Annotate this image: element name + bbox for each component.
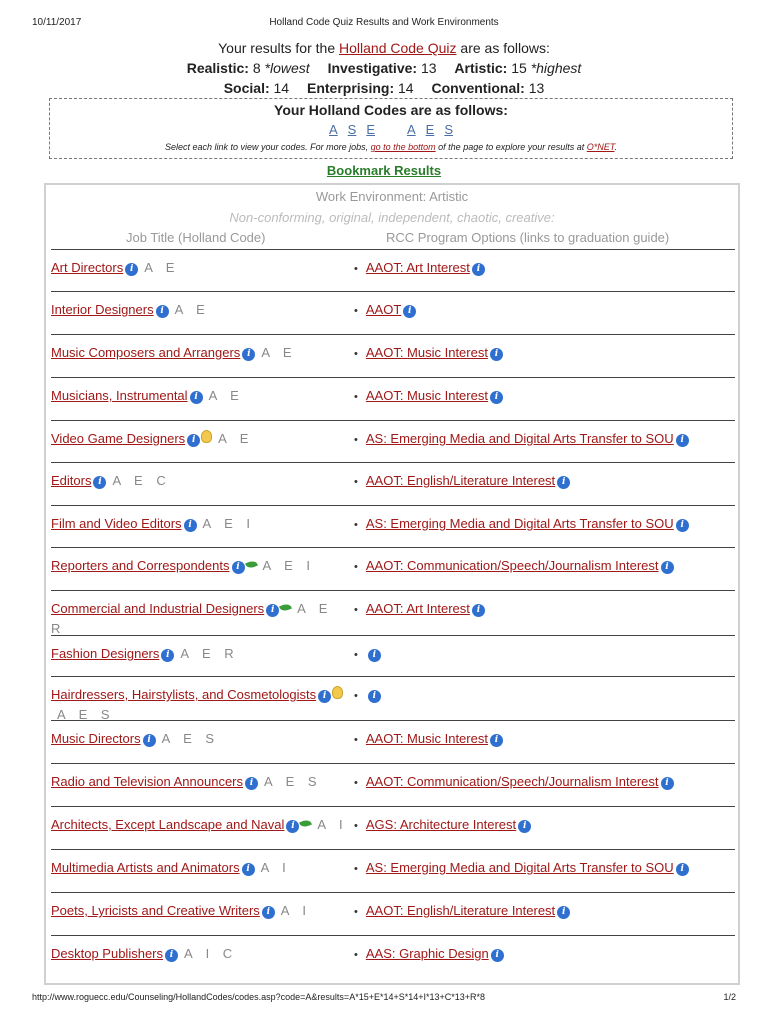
bullet-icon: • xyxy=(354,348,358,360)
table-row xyxy=(51,547,735,590)
onet-link[interactable]: O*NET xyxy=(586,142,615,152)
table-row xyxy=(51,249,735,291)
job-title-link[interactable]: Video Game Designers xyxy=(51,431,186,446)
environment-description: Non-conforming, original, independent, chaotic, creative: xyxy=(229,210,555,225)
info-icon[interactable]: i xyxy=(472,263,485,276)
info-icon[interactable]: i xyxy=(676,863,689,876)
program-link[interactable]: AAOT: Communication/Speech/Journalism Interest xyxy=(365,558,659,573)
table-row xyxy=(51,720,735,763)
code-link[interactable]: S xyxy=(444,122,454,137)
summary-intro: Your results for the Holland Code Quiz are as follows: xyxy=(218,40,550,56)
program-cell xyxy=(354,514,734,535)
job-cell xyxy=(51,514,351,534)
green-economy-icon xyxy=(299,818,312,829)
holland-code-letters: A E xyxy=(174,302,210,317)
program-cell xyxy=(354,429,734,450)
print-title: Holland Code Quiz Results and Work Environments xyxy=(269,17,499,28)
job-cell xyxy=(51,772,351,792)
bullet-icon: • xyxy=(354,734,358,746)
codes-links xyxy=(50,121,732,139)
holland-codes-box xyxy=(49,98,733,159)
bullet-icon: • xyxy=(354,305,358,317)
job-title-link[interactable]: Hairdressers, Hairstylists, and Cosmetologists xyxy=(51,687,317,702)
holland-code-letters: A E S xyxy=(57,707,115,722)
job-cell xyxy=(51,471,351,491)
go-to-bottom-link[interactable]: go to the bottom xyxy=(370,142,436,152)
job-title-link[interactable]: Musicians, Instrumental xyxy=(51,388,188,403)
holland-code-letters: A E xyxy=(261,345,297,360)
job-title-link[interactable]: Film and Video Editors xyxy=(51,516,182,531)
info-icon[interactable]: i xyxy=(245,777,258,790)
program-link[interactable]: AS: Emerging Media and Digital Arts Transfer to SOU xyxy=(365,516,674,531)
info-icon[interactable]: i xyxy=(368,649,381,662)
bullet-icon: • xyxy=(354,690,358,702)
table-row xyxy=(51,676,735,720)
job-title-link[interactable]: Reporters and Correspondents xyxy=(51,558,230,573)
job-cell xyxy=(51,858,351,878)
code-link[interactable]: S xyxy=(347,122,357,137)
table-row xyxy=(51,462,735,505)
program-cell xyxy=(354,685,734,706)
holland-code-letters: A E R xyxy=(180,646,239,661)
job-cell xyxy=(51,429,351,449)
program-cell xyxy=(354,901,734,922)
info-icon[interactable]: i xyxy=(490,734,503,747)
table-row xyxy=(51,590,735,635)
info-icon[interactable]: i xyxy=(403,305,416,318)
info-icon[interactable]: i xyxy=(187,434,200,447)
bullet-icon: • xyxy=(354,649,358,661)
info-icon[interactable]: i xyxy=(557,476,570,489)
program-link[interactable]: AAOT: Art Interest xyxy=(365,601,470,616)
info-icon[interactable]: i xyxy=(165,949,178,962)
program-link[interactable]: AGS: Architecture Interest xyxy=(365,817,517,832)
info-icon[interactable]: i xyxy=(472,604,485,617)
info-icon[interactable]: i xyxy=(266,604,279,617)
holland-code-letters: A E I xyxy=(262,558,315,573)
info-icon[interactable]: i xyxy=(232,561,245,574)
program-link[interactable]: AAOT: Music Interest xyxy=(365,731,488,746)
print-header xyxy=(0,13,768,27)
job-cell xyxy=(51,599,351,639)
summary-scores-line-2: Social: 14 Enterprising: 14 Conventional: 13 xyxy=(223,80,545,96)
program-link[interactable]: AAOT: Music Interest xyxy=(365,388,488,403)
job-title-link[interactable]: Fashion Designers xyxy=(51,646,160,661)
program-cell xyxy=(354,471,734,492)
info-icon[interactable]: i xyxy=(676,519,689,532)
results-table xyxy=(44,183,740,985)
holland-code-letters: A E xyxy=(218,431,254,446)
table-row xyxy=(51,334,735,377)
program-link[interactable]: AAOT: Art Interest xyxy=(365,260,470,275)
program-cell xyxy=(354,599,734,620)
info-icon[interactable]: i xyxy=(661,561,674,574)
job-title-link[interactable]: Desktop Publishers xyxy=(51,946,163,961)
job-title-link[interactable]: Radio and Television Announcers xyxy=(51,774,244,789)
table-row xyxy=(51,935,735,977)
info-icon[interactable]: i xyxy=(242,348,255,361)
job-title-link[interactable]: Music Composers and Arrangers xyxy=(51,345,241,360)
code-link[interactable]: E xyxy=(425,122,435,137)
table-row xyxy=(51,420,735,462)
program-header: RCC Program Options (links to graduation guide) xyxy=(386,230,670,245)
info-icon[interactable]: i xyxy=(491,949,504,962)
bullet-icon: • xyxy=(354,476,358,488)
info-icon[interactable]: i xyxy=(286,820,299,833)
bullet-icon: • xyxy=(354,604,358,616)
environment-title: Work Environment: Artistic xyxy=(315,189,469,204)
program-link[interactable]: AAOT: Communication/Speech/Journalism Interest xyxy=(365,774,659,789)
results-summary xyxy=(0,38,768,98)
info-icon[interactable]: i xyxy=(125,263,138,276)
table-row xyxy=(51,892,735,935)
info-icon[interactable]: i xyxy=(161,649,174,662)
page-url: http://www.roguecc.edu/Counseling/HollandCodes/codes.asp?code=A&results=A*15+E*14+S*14+I*13+C*13+R*8 xyxy=(32,992,486,1002)
holland-code-letters: A I xyxy=(280,903,311,918)
print-date: 10/11/2017 xyxy=(32,17,82,28)
codes-instruction: Select each link to view your codes. For more jobs, go to the bottom of the page to explore your results at O*NET. xyxy=(165,142,617,152)
bullet-icon: • xyxy=(354,906,358,918)
green-economy-icon xyxy=(279,602,292,613)
holland-code-letters: A E xyxy=(208,388,244,403)
job-cell xyxy=(51,343,351,363)
info-icon[interactable]: i xyxy=(318,690,331,703)
job-title-link[interactable]: Music Directors xyxy=(51,731,141,746)
job-cell xyxy=(51,556,351,576)
job-title-header: Job Title (Holland Code) xyxy=(126,230,266,245)
info-icon[interactable]: i xyxy=(518,820,531,833)
bullet-icon: • xyxy=(354,519,358,531)
info-icon[interactable]: i xyxy=(156,305,169,318)
job-cell xyxy=(51,729,351,749)
program-link[interactable]: AAOT xyxy=(365,302,402,317)
program-link[interactable]: AAS: Graphic Design xyxy=(365,946,489,961)
job-cell xyxy=(51,644,351,664)
info-icon[interactable]: i xyxy=(490,348,503,361)
job-cell xyxy=(51,901,351,921)
holland-code-letters: A E S xyxy=(161,731,220,746)
info-icon[interactable]: i xyxy=(143,734,156,747)
info-icon[interactable]: i xyxy=(242,863,255,876)
info-icon[interactable]: i xyxy=(490,391,503,404)
holland-code-letters: A E R xyxy=(51,601,333,636)
column-headers xyxy=(46,229,738,249)
table-row xyxy=(51,377,735,420)
program-cell xyxy=(354,858,734,879)
info-icon[interactable]: i xyxy=(661,777,674,790)
table-row xyxy=(51,505,735,547)
job-cell xyxy=(51,258,351,278)
job-title-link[interactable]: Commercial and Industrial Designers xyxy=(51,601,265,616)
program-cell xyxy=(354,815,734,836)
job-cell xyxy=(51,386,351,406)
info-icon[interactable]: i xyxy=(184,519,197,532)
summary-scores-line-1: Realistic: 8 *lowest Investigative: 13 Artistic: 15 *highest xyxy=(186,60,582,76)
bullet-icon: • xyxy=(354,434,358,446)
codes-heading: Your Holland Codes are as follows: xyxy=(274,102,508,118)
holland-code-letters: A E xyxy=(144,260,180,275)
code-link[interactable]: A xyxy=(407,122,416,137)
program-cell xyxy=(354,386,734,407)
info-icon[interactable]: i xyxy=(368,690,381,703)
job-cell xyxy=(51,685,351,725)
holland-code-letters: A E S xyxy=(264,774,322,789)
holland-quiz-link[interactable]: Holland Code Quiz xyxy=(339,40,457,56)
bullet-icon: • xyxy=(354,777,358,789)
info-icon[interactable]: i xyxy=(557,906,570,919)
bullet-icon: • xyxy=(354,391,358,403)
program-cell xyxy=(354,343,734,364)
program-cell xyxy=(354,556,734,577)
info-icon[interactable]: i xyxy=(190,391,203,404)
green-economy-icon xyxy=(245,559,258,570)
bookmark-results-link[interactable]: Bookmark Results xyxy=(326,163,442,178)
table-row xyxy=(51,763,735,806)
program-link[interactable]: AAOT: English/Literature Interest xyxy=(365,473,556,488)
table-row xyxy=(51,849,735,892)
bullet-icon: • xyxy=(354,820,358,832)
job-title-link[interactable]: Architects, Except Landscape and Naval xyxy=(51,817,285,832)
holland-code-letters: A E C xyxy=(112,473,171,488)
program-link[interactable]: AAOT: Music Interest xyxy=(365,345,488,360)
bright-outlook-icon xyxy=(201,430,212,443)
holland-code-letters: A E I xyxy=(202,516,256,531)
program-cell xyxy=(354,729,734,750)
program-cell xyxy=(354,644,734,665)
job-cell xyxy=(51,300,351,320)
info-icon[interactable]: i xyxy=(262,906,275,919)
program-link[interactable]: AS: Emerging Media and Digital Arts Transfer to SOU xyxy=(365,431,674,446)
bullet-icon: • xyxy=(354,561,358,573)
program-link[interactable]: AAOT: English/Literature Interest xyxy=(365,903,556,918)
program-cell xyxy=(354,258,734,279)
program-cell xyxy=(354,944,734,965)
job-title-link[interactable]: Interior Designers xyxy=(51,302,154,317)
program-cell xyxy=(354,300,734,321)
job-cell xyxy=(51,815,351,835)
bright-outlook-icon xyxy=(332,686,343,699)
job-title-link[interactable]: Poets, Lyricists and Creative Writers xyxy=(51,903,260,918)
bullet-icon: • xyxy=(354,949,358,961)
holland-code-letters: A I xyxy=(317,817,348,832)
table-row xyxy=(51,291,735,334)
program-cell xyxy=(354,772,734,793)
job-title-link[interactable]: Editors xyxy=(51,473,92,488)
code-link[interactable]: E xyxy=(366,122,375,137)
table-row xyxy=(51,806,735,849)
bullet-icon: • xyxy=(354,263,358,275)
job-title-link[interactable]: Art Directors xyxy=(51,260,124,275)
page-number: 1/2 xyxy=(723,992,736,1002)
program-link[interactable]: AS: Emerging Media and Digital Arts Transfer to SOU xyxy=(365,860,674,875)
table-row xyxy=(51,635,735,676)
job-title-link[interactable]: Multimedia Artists and Animators xyxy=(51,860,240,875)
bullet-icon: • xyxy=(354,863,358,875)
info-icon[interactable]: i xyxy=(93,476,106,489)
job-cell xyxy=(51,944,351,964)
info-icon[interactable]: i xyxy=(676,434,689,447)
code-link[interactable]: A xyxy=(328,122,338,137)
holland-code-letters: A I C xyxy=(184,946,238,961)
holland-code-letters: A I xyxy=(260,860,291,875)
